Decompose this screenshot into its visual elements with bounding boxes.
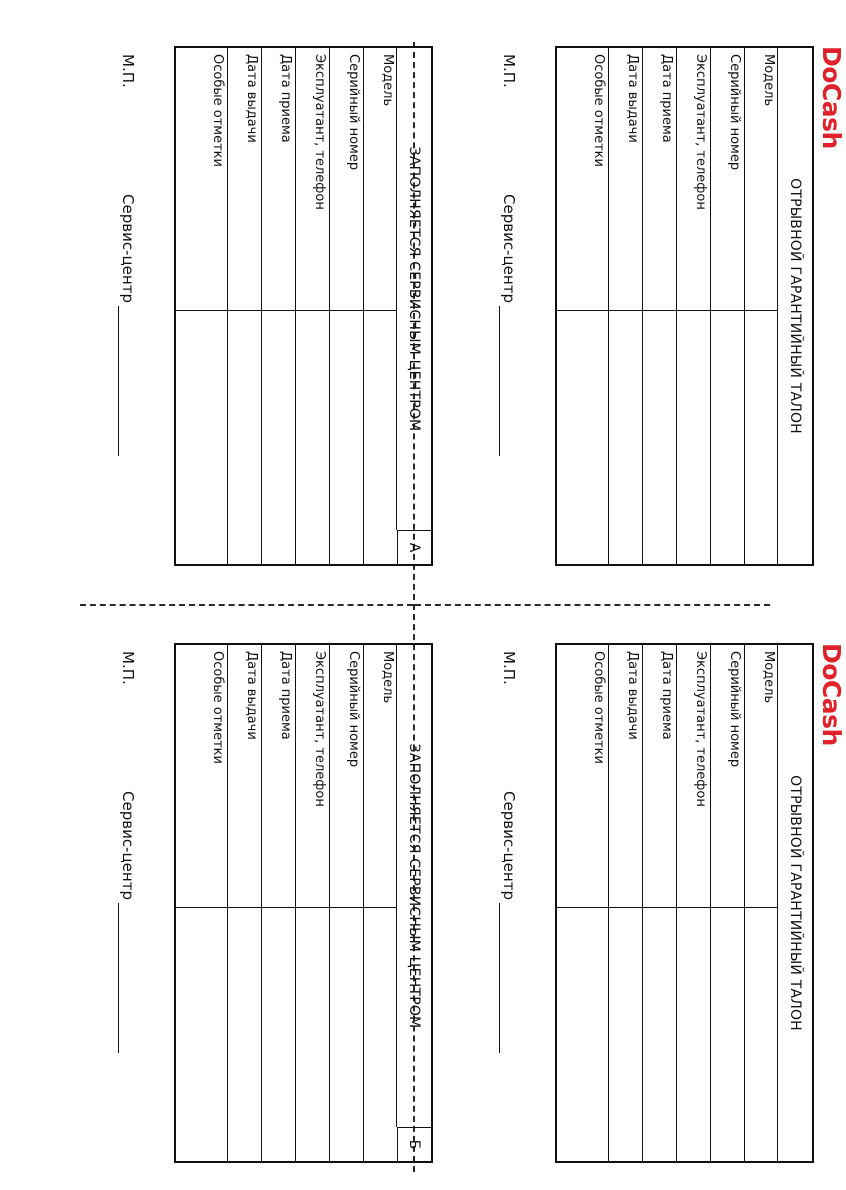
field-label-notes: Особые отметки xyxy=(591,651,606,764)
field-value-cell[interactable] xyxy=(711,907,744,908)
service-table xyxy=(174,643,433,1163)
table-row xyxy=(329,645,363,1161)
table-title: ЗАПОЛНЯЕТСЯ СЕРВИСНЫМ ЦЕНТРОМ xyxy=(396,48,431,530)
field-value-cell[interactable] xyxy=(609,310,642,311)
table-row xyxy=(295,645,329,1161)
table-row xyxy=(557,645,608,1161)
table-row xyxy=(557,48,608,564)
field-value-cell[interactable] xyxy=(745,310,778,311)
field-value-cell[interactable] xyxy=(557,907,608,908)
field-value-cell[interactable] xyxy=(330,907,363,908)
warranty-table xyxy=(555,46,814,566)
table-row xyxy=(608,645,642,1161)
stamp-label: М.П. xyxy=(500,651,518,685)
brand-logo: DoCash xyxy=(817,46,846,149)
field-value-cell[interactable] xyxy=(557,310,608,311)
field-value-cell[interactable] xyxy=(296,310,329,311)
table-row xyxy=(176,48,227,564)
table-row xyxy=(176,645,227,1161)
stamp-label: М.П. xyxy=(119,651,137,685)
table-title: ОТРЫВНОЙ ГАРАНТИЙНЫЙ ТАЛОН xyxy=(777,645,812,1161)
coupon-code: А xyxy=(397,530,431,564)
field-label-receive-date: Дата приема xyxy=(659,54,674,143)
service-table xyxy=(174,46,433,566)
field-label-serial: Серийный номер xyxy=(727,54,742,171)
field-value-cell[interactable] xyxy=(643,310,676,311)
signature-line xyxy=(499,903,500,1053)
table-row xyxy=(744,48,778,564)
signature-line xyxy=(118,306,119,456)
warranty-table xyxy=(555,643,814,1163)
service-center-label: Сервис-центр xyxy=(119,791,137,900)
table-row xyxy=(329,48,363,564)
table-row xyxy=(295,48,329,564)
field-label-notes: Особые отметки xyxy=(210,651,225,764)
field-label-receive-date: Дата приема xyxy=(659,651,674,740)
signature-line xyxy=(499,306,500,456)
field-value-cell[interactable] xyxy=(330,310,363,311)
coupon-code: Б xyxy=(397,1127,431,1161)
field-value-cell[interactable] xyxy=(745,907,778,908)
stamp-label: М.П. xyxy=(119,54,137,88)
table-row xyxy=(227,645,261,1161)
field-value-cell[interactable] xyxy=(364,310,397,311)
table-row xyxy=(363,48,397,564)
field-label-issue-date: Дата выдачи xyxy=(625,651,640,740)
table-row xyxy=(227,48,261,564)
field-label-model: Модель xyxy=(761,54,776,107)
table-row xyxy=(261,48,295,564)
horizontal-cut-line-right xyxy=(415,604,770,606)
field-value-cell[interactable] xyxy=(228,310,261,311)
field-label-operator-phone: Эксплуатант, телефон xyxy=(312,54,327,210)
service-center-label: Сервис-центр xyxy=(500,194,518,303)
table-title: ОТРЫВНОЙ ГАРАНТИЙНЫЙ ТАЛОН xyxy=(777,48,812,564)
field-value-cell[interactable] xyxy=(176,310,227,311)
field-label-model: Модель xyxy=(380,651,395,704)
field-label-notes: Особые отметки xyxy=(591,54,606,167)
field-label-receive-date: Дата приема xyxy=(278,54,293,143)
field-value-cell[interactable] xyxy=(296,907,329,908)
field-value-cell[interactable] xyxy=(711,310,744,311)
table-title: ЗАПОЛНЯЕТСЯ СЕРВИСНЫМ ЦЕНТРОМ xyxy=(396,645,431,1127)
coupon-service-a xyxy=(53,44,465,574)
field-value-cell[interactable] xyxy=(677,310,710,311)
field-label-model: Модель xyxy=(380,54,395,107)
service-center-label: Сервис-центр xyxy=(119,194,137,303)
table-row xyxy=(710,48,744,564)
field-label-operator-phone: Эксплуатант, телефон xyxy=(693,651,708,807)
table-row xyxy=(608,48,642,564)
service-center-label: Сервис-центр xyxy=(500,791,518,900)
coupon-warranty-top xyxy=(434,44,846,574)
field-value-cell[interactable] xyxy=(609,907,642,908)
brand-logo: DoCash xyxy=(817,643,846,746)
field-label-operator-phone: Эксплуатант, телефон xyxy=(312,651,327,807)
field-label-serial: Серийный номер xyxy=(346,651,361,768)
field-value-cell[interactable] xyxy=(677,907,710,908)
coupon-warranty-bottom xyxy=(434,641,846,1171)
table-row xyxy=(642,48,676,564)
field-label-receive-date: Дата приема xyxy=(278,651,293,740)
table-row xyxy=(710,645,744,1161)
field-label-notes: Особые отметки xyxy=(210,54,225,167)
field-value-cell[interactable] xyxy=(643,907,676,908)
table-row xyxy=(676,645,710,1161)
field-value-cell[interactable] xyxy=(262,310,295,311)
table-row xyxy=(261,645,295,1161)
field-label-operator-phone: Эксплуатант, телефон xyxy=(693,54,708,210)
field-label-issue-date: Дата выдачи xyxy=(244,54,259,143)
field-label-serial: Серийный номер xyxy=(346,54,361,171)
field-value-cell[interactable] xyxy=(364,907,397,908)
field-label-serial: Серийный номер xyxy=(727,651,742,768)
horizontal-cut-line-left xyxy=(80,604,413,606)
field-label-issue-date: Дата выдачи xyxy=(625,54,640,143)
field-label-issue-date: Дата выдачи xyxy=(244,651,259,740)
field-value-cell[interactable] xyxy=(228,907,261,908)
coupon-service-b xyxy=(53,641,465,1171)
field-label-model: Модель xyxy=(761,651,776,704)
signature-line xyxy=(118,903,119,1053)
table-row xyxy=(642,645,676,1161)
table-row xyxy=(363,645,397,1161)
table-row xyxy=(676,48,710,564)
field-value-cell[interactable] xyxy=(262,907,295,908)
table-row xyxy=(744,645,778,1161)
field-value-cell[interactable] xyxy=(176,907,227,908)
stamp-label: М.П. xyxy=(500,54,518,88)
